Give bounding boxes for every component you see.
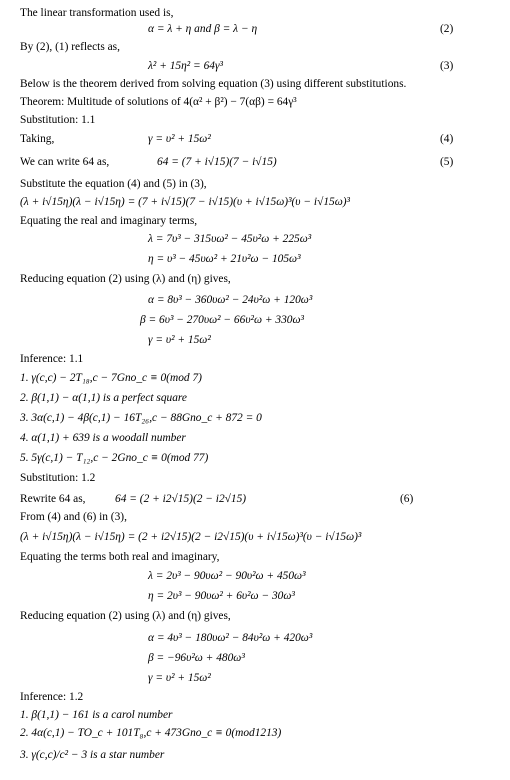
text-line-l9a: We can write 64 as, bbox=[20, 156, 110, 168]
text-line-l11: (λ + i√15η)(λ − i√15η) = (7 + i√15)(7 − i√15)(υ + i√15ω)³(υ − i√15ω)³ bbox=[20, 196, 350, 208]
text-line-l34: β = −96υ²ω + 480ω³ bbox=[148, 652, 245, 664]
text-line-l17: β = 6υ³ − 270υω² − 66υ²ω + 330ω³ bbox=[140, 314, 304, 326]
text-line-l35: γ = υ² + 15ω² bbox=[148, 672, 211, 684]
text-line-l19: Inference: 1.1 bbox=[20, 353, 84, 365]
text-line-l10: Substitute the equation (4) and (5) in (3), bbox=[20, 178, 207, 190]
text-line-l18: γ = υ² + 15ω² bbox=[148, 334, 211, 346]
text-line-l8n: (4) bbox=[440, 133, 454, 145]
text-line-l24: 5. 5γ(c,1) − T₁₂,c − 2Gno_c ≡ 0(mod 77) bbox=[20, 452, 209, 464]
text-line-l30: λ = 2υ³ − 90υω² − 90υ²ω + 450ω³ bbox=[148, 570, 306, 582]
text-line-l15: Reducing equation (2) using (λ) and (η) gives, bbox=[20, 273, 231, 285]
text-line-l23: 4. α(1,1) + 639 is a woodall number bbox=[20, 432, 186, 444]
text-line-l6: Theorem: Multitude of solutions of 4(α² + β²) − 7(αβ) = 64γ³ bbox=[20, 96, 297, 108]
text-line-l38: 2. 4α(c,1) − TO_c + 101T₈,c + 473Gno_c ≡ 0(mod1213) bbox=[20, 727, 282, 739]
text-line-l2n: (2) bbox=[440, 23, 454, 35]
text-line-l12: Equating the real and imaginary terms, bbox=[20, 215, 198, 227]
text-line-l4: λ² + 15η² = 64γ³ bbox=[148, 60, 223, 72]
text-line-l31: η = 2υ³ − 90υω² + 6υ²ω − 30ω³ bbox=[148, 590, 295, 602]
text-line-l5: Below is the theorem derived from solving equation (3) using different substitutions. bbox=[20, 78, 407, 90]
text-line-l14: η = υ³ − 45υω² + 21υ²ω − 105ω³ bbox=[148, 253, 301, 265]
text-line-l1: The linear transformation used is, bbox=[20, 7, 174, 19]
text-line-l21: 2. β(1,1) − α(1,1) is a perfect square bbox=[20, 392, 187, 404]
text-line-l4n: (3) bbox=[440, 60, 454, 72]
text-line-l33: α = 4υ³ − 180υω² − 84υ²ω + 420ω³ bbox=[148, 632, 313, 644]
text-line-l32: Reducing equation (2) using (λ) and (η) gives, bbox=[20, 610, 231, 622]
text-line-l27: From (4) and (6) in (3), bbox=[20, 511, 127, 523]
text-line-l22: 3. 3α(c,1) − 4β(c,1) − 16T₂₆,c − 88Gno_c + 872 = 0 bbox=[20, 412, 262, 424]
text-line-l16: α = 8υ³ − 360υω² − 24υ²ω + 120ω³ bbox=[148, 294, 313, 306]
text-line-l9n: (5) bbox=[440, 156, 454, 168]
text-line-l8b: γ = υ² + 15ω² bbox=[148, 133, 211, 145]
text-line-l20: 1. γ(c,c) − 2T₁₈,c − 7Gno_c ≡ 0(mod 7) bbox=[20, 372, 202, 384]
text-line-l39: 3. γ(c,c)/c² − 3 is a star number bbox=[20, 749, 165, 761]
text-line-l3: By (2), (1) reflects as, bbox=[20, 41, 120, 53]
text-line-l7: Substitution: 1.1 bbox=[20, 114, 96, 126]
text-line-l2: α = λ + η and β = λ − η bbox=[148, 23, 258, 35]
text-line-l9b: 64 = (7 + i√15)(7 − i√15) bbox=[157, 156, 277, 168]
text-line-l25: Substitution: 1.2 bbox=[20, 472, 96, 484]
text-line-l26n: (6) bbox=[400, 493, 414, 505]
text-line-l26a: Rewrite 64 as, bbox=[20, 493, 86, 505]
text-line-l8a: Taking, bbox=[20, 133, 55, 145]
text-line-l13: λ = 7υ³ − 315υω² − 45υ²ω + 225ω³ bbox=[148, 233, 312, 245]
text-line-l29: Equating the terms both real and imaginary, bbox=[20, 551, 220, 563]
text-line-l26b: 64 = (2 + i2√15)(2 − i2√15) bbox=[115, 493, 247, 505]
text-line-l37: 1. β(1,1) − 161 is a carol number bbox=[20, 709, 173, 721]
text-line-l28: (λ + i√15η)(λ − i√15η) = (2 + i2√15)(2 − i2√15)(υ + i√15ω)³(υ − i√15ω)³ bbox=[20, 531, 362, 543]
text-line-l36: Inference: 1.2 bbox=[20, 691, 84, 703]
